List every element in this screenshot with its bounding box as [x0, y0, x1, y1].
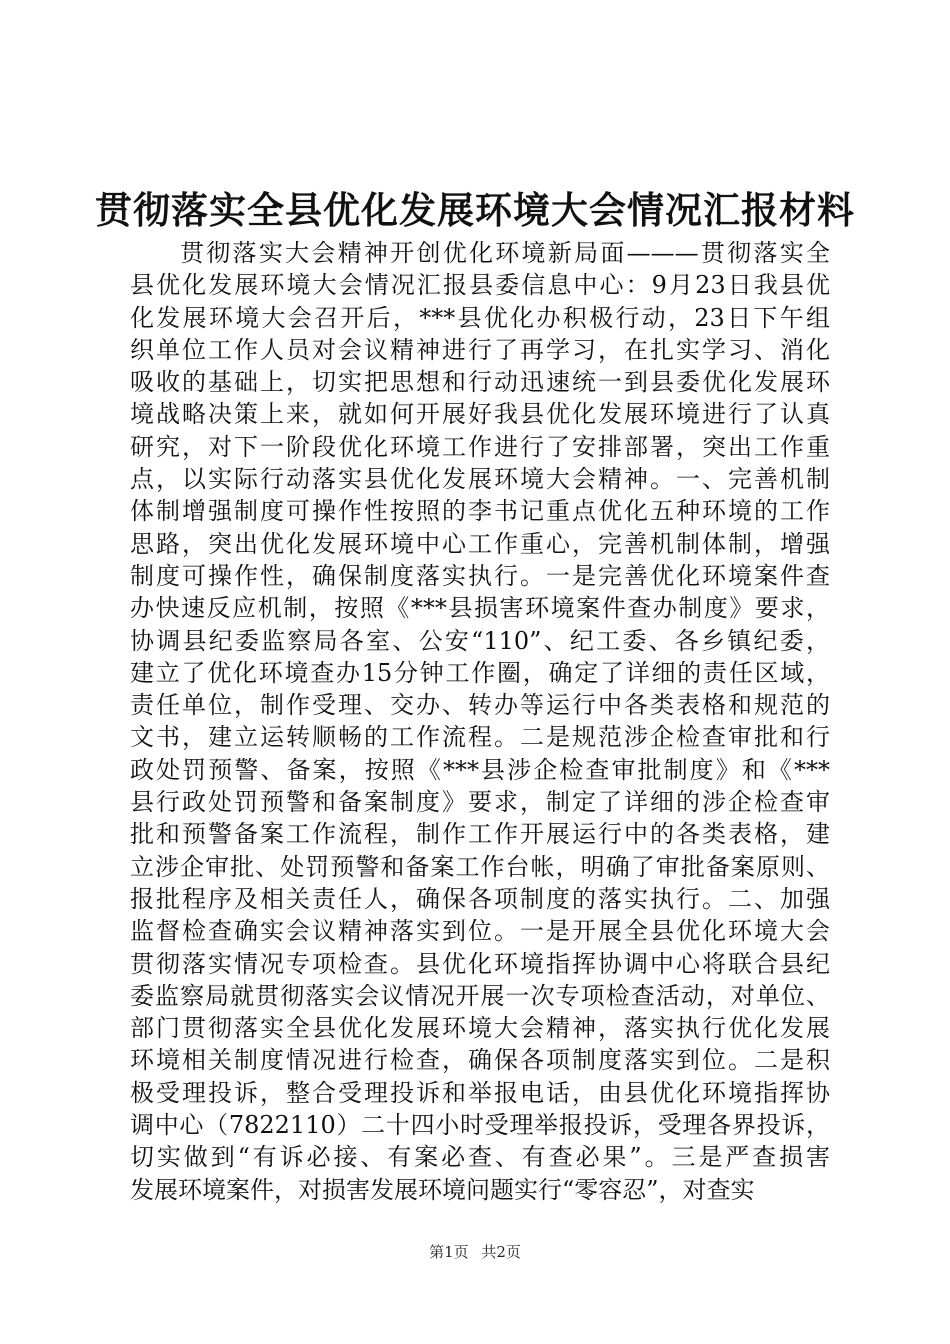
body-line: 部门贯彻落实全县优化发展环境大会精神，落实执行优化发展: [130, 1014, 830, 1043]
body-line: 极受理投诉，整合受理投诉和举报电话，由县优化环境指挥协: [130, 1078, 830, 1107]
page-current: 第1页: [429, 1243, 469, 1261]
body-line: 报批程序及相关责任人，确保各项制度的落实执行。二、加强: [130, 884, 830, 913]
body-line: 协调县纪委监察局各室、公安“110”、纪工委、各乡镇纪委，: [130, 626, 830, 655]
body-line: 制度可操作性，确保制度落实执行。一是完善优化环境案件查: [130, 561, 830, 590]
body-line: 县优化发展环境大会情况汇报县委信息中心：9月23日我县优: [130, 271, 830, 300]
body-line: 切实做到“有诉必接、有案必查、有查必果”。三是严查损害: [130, 1143, 830, 1172]
document-title: 贯彻落实全县优化发展环境大会情况汇报材料: [95, 188, 855, 232]
body-line: 境战略决策上来，就如何开展好我县优化发展环境进行了认真: [130, 400, 830, 429]
body-line: 办快速反应机制，按照《***县损害环境案件查办制度》要求，: [130, 594, 830, 623]
body-line: 研究，对下一阶段优化环境工作进行了安排部署，突出工作重: [130, 432, 830, 461]
page-total: 共2页: [481, 1243, 521, 1261]
body-line: 建立了优化环境查办15分钟工作圈，确定了详细的责任区域，: [130, 658, 830, 687]
body-line: 委监察局就贯彻落实会议情况开展一次专项检查活动，对单位、: [130, 981, 830, 1010]
body-line: 体制增强制度可操作性按照的李书记重点优化五种环境的工作: [130, 497, 830, 526]
body-line: 环境相关制度情况进行检查，确保各项制度落实到位。二是积: [130, 1046, 830, 1075]
body-line: 织单位工作人员对会议精神进行了再学习，在扎实学习、消化: [130, 335, 830, 364]
body-line: 贯彻落实大会精神开创优化环境新局面———贯彻落实全: [180, 239, 830, 267]
body-line: 责任单位，制作受理、交办、转办等运行中各类表格和规范的: [130, 691, 830, 720]
body-line: 点，以实际行动落实县优化发展环境大会精神。一、完善机制: [130, 465, 830, 494]
body-line: 文书，建立运转顺畅的工作流程。二是规范涉企检查审批和行: [130, 723, 830, 752]
page-number-footer: [0, 1242, 950, 1262]
body-line: 发展环境案件，对损害发展环境问题实行“零容忍”，对查实: [130, 1175, 755, 1204]
body-line: 贯彻落实情况专项检查。县优化环境指挥协调中心将联合县纪: [130, 949, 830, 978]
body-line: 调中心（7822110）二十四小时受理举报投诉，受理各界投诉，: [130, 1111, 830, 1140]
body-line: 化发展环境大会召开后，***县优化办积极行动，23日下午组: [130, 303, 830, 332]
body-line: 政处罚预警、备案，按照《***县涉企检查审批制度》和《***: [130, 755, 830, 784]
body-line: 监督检查确实会议精神落实到位。一是开展全县优化环境大会: [130, 917, 830, 946]
body-line: 县行政处罚预警和备案制度》要求，制定了详细的涉企检查审: [130, 788, 830, 817]
body-line: 思路，突出优化发展环境中心工作重心，完善机制体制，增强: [130, 529, 830, 558]
body-line: 批和预警备案工作流程，制作工作开展运行中的各类表格，建: [130, 820, 830, 849]
document-body: [130, 237, 830, 1206]
body-line: 吸收的基础上，切实把思想和行动迅速统一到县委优化发展环: [130, 368, 830, 397]
body-line: 立涉企审批、处罚预警和备案工作台帐，明确了审批备案原则、: [130, 852, 830, 881]
